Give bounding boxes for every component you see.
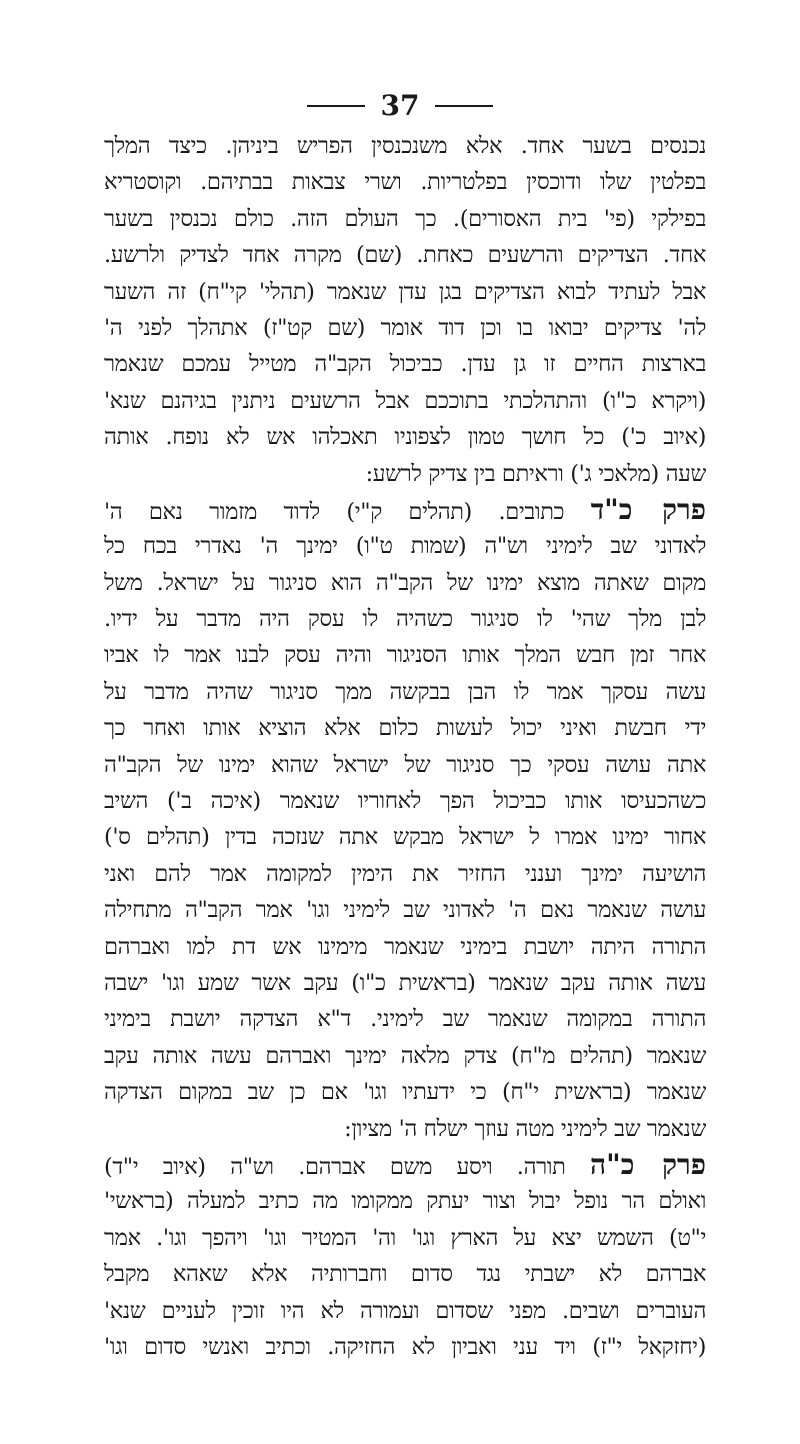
text-line: התורה במקומה שנאמר שב לימיני. ד"א הצדקה יושבת בימיני	[104, 1006, 706, 1033]
text-line: אתה עושה עסקי כך סניגור של ישראל שהוא ימינו של הקב"ה	[104, 751, 706, 778]
text-line: כשהכעיסו אותו כביכול הפך לאחוריו שנאמר (איכה ב') השיב	[104, 788, 706, 815]
text-line: שנאמר (תהלים מ"ח) צדק מלאה ימינך ואברהם עשה אותה עקב	[104, 1042, 706, 1069]
text-line: שעה (מלאכי ג') וראיתם בין צדיק לרשע:	[365, 460, 706, 487]
text-line: עושה שנאמר נאם ה' לאדוני שב לימיני וגו' אמר הקב"ה מתחילה	[104, 897, 706, 924]
text-line: התורה היתה יושבת בימיני שנאמר מימינו אש דת למו ואברהם	[104, 933, 706, 960]
text-line: עשה עסקך אמר לו הבן בבקשה ממך סניגור שהיה מדבר על	[104, 678, 706, 705]
text-line: לבן מלך שהי' לו סניגור כשהיה לו עסק היה מדבר על ידיו.	[104, 606, 706, 633]
page-number: 37	[380, 89, 420, 122]
text-line: (ויקרא כ"ו) והתהלכתי בתוככם אבל הרשעים ניתנין בגיהנם שנא'	[104, 387, 706, 414]
text-line: העוברים ושבים. מפני שסדום ועמורה לא היו זוכין לעניים שנא'	[104, 1297, 706, 1324]
text-line: הושיעה ימינך וענני החזיר את הימין למקומה אמר להם ואני	[104, 860, 706, 887]
chapter-heading: פרק כ"ד	[590, 492, 706, 526]
text-line: אבל לעתיד לבוא הצדיקים בגן עדן שנאמר (תהלי' קי"ח) זה השער	[104, 278, 706, 305]
chapter-heading-rest: תורה. ויסע משם אברהם. וש"ה (איוב י"ד)	[104, 1153, 591, 1180]
chapter-heading-rest: כתובים. (תהלים ק"י) לדוד מזמור נאם ה'	[104, 498, 591, 525]
text-line: שנאמר שב לימיני מטה עוזך ישלח ה' מציון:	[344, 1115, 706, 1142]
chapter-heading-line	[104, 1147, 706, 1183]
header-rule-left	[307, 105, 365, 107]
text-line: אחור ימינו אמרו ל ישראל מבקש אתה שנזכה בדין (תהלים ס')	[104, 824, 706, 851]
text-line: בארצות החיים זו גן עדן. כביכול הקב"ה מטייל עמכם שנאמר	[104, 351, 706, 378]
text-line: לאדוני שב לימיני וש"ה (שמות ט"ו) ימינך ה' נאדרי בכח כל	[104, 533, 706, 560]
text-line: נכנסים בשער אחד. אלא משנכנסין הפריש ביניהן. כיצד המלך	[104, 133, 706, 159]
text-line: לה' צדיקים יבואו בו וכן דוד אומר (שם קט"ז) אתהלך לפני ה'	[104, 314, 706, 341]
text-line: י"ט) השמש יצא על הארץ וגו' וה' המטיר וגו' ויהפך וגו'. אמר	[104, 1224, 706, 1251]
chapter-heading-line	[104, 492, 706, 528]
text-line: מקום שאתה מוצא ימינו של הקב"ה הוא סניגור על ישראל. משל	[104, 569, 706, 596]
text-line: אחר זמן חבש המלך אותו הסניגור והיה עסק לבנו אמר לו אביו	[104, 642, 706, 669]
text-line: אחד. הצדיקים והרשעים כאחת. (שם) מקרה אחד לצדיק ולרשע.	[104, 242, 706, 269]
text-line: (איוב כ') כל חושך טמון לצפוניו תאכלהו אש לא נופח. אותה	[104, 424, 706, 451]
text-line: בפלטין שלו ודוכסין בפלטריות. ושרי צבאות בבתיהם. וקוסטריא	[104, 169, 706, 196]
text-line: עשה אותה עקב שנאמר (בראשית כ"ו) עקב אשר שמע וגו' ישבה	[104, 969, 706, 996]
page-header	[0, 86, 800, 126]
chapter-heading: פרק כ"ה	[590, 1147, 706, 1181]
text-line: בפילקי (פי' בית האסורים). כך העולם הזה. כולם נכנסין בשער	[104, 205, 706, 232]
header-rule-right	[435, 105, 493, 107]
text-line: אברהם לא ישבתי נגד סדום וחברותיה אלא שאהא מקבל	[104, 1261, 706, 1288]
text-line: שנאמר (בראשית י"ח) כי ידעתיו וגו' אם כן שב במקום הצדקה	[104, 1079, 706, 1106]
text-line: (יחזקאל י"ז) ויד עני ואביון לא החזיקה. וכתיב ואנשי סדום וגו'	[104, 1333, 706, 1360]
text-block	[104, 128, 706, 1365]
text-line: ידי חבשת ואיני יכול לעשות כלום אלא הוציא אותו ואחר כך	[104, 715, 706, 742]
text-line: ואולם הר נופל יבול וצור יעתק ממקומו מה כתיב למעלה (בראשי'	[104, 1188, 706, 1215]
